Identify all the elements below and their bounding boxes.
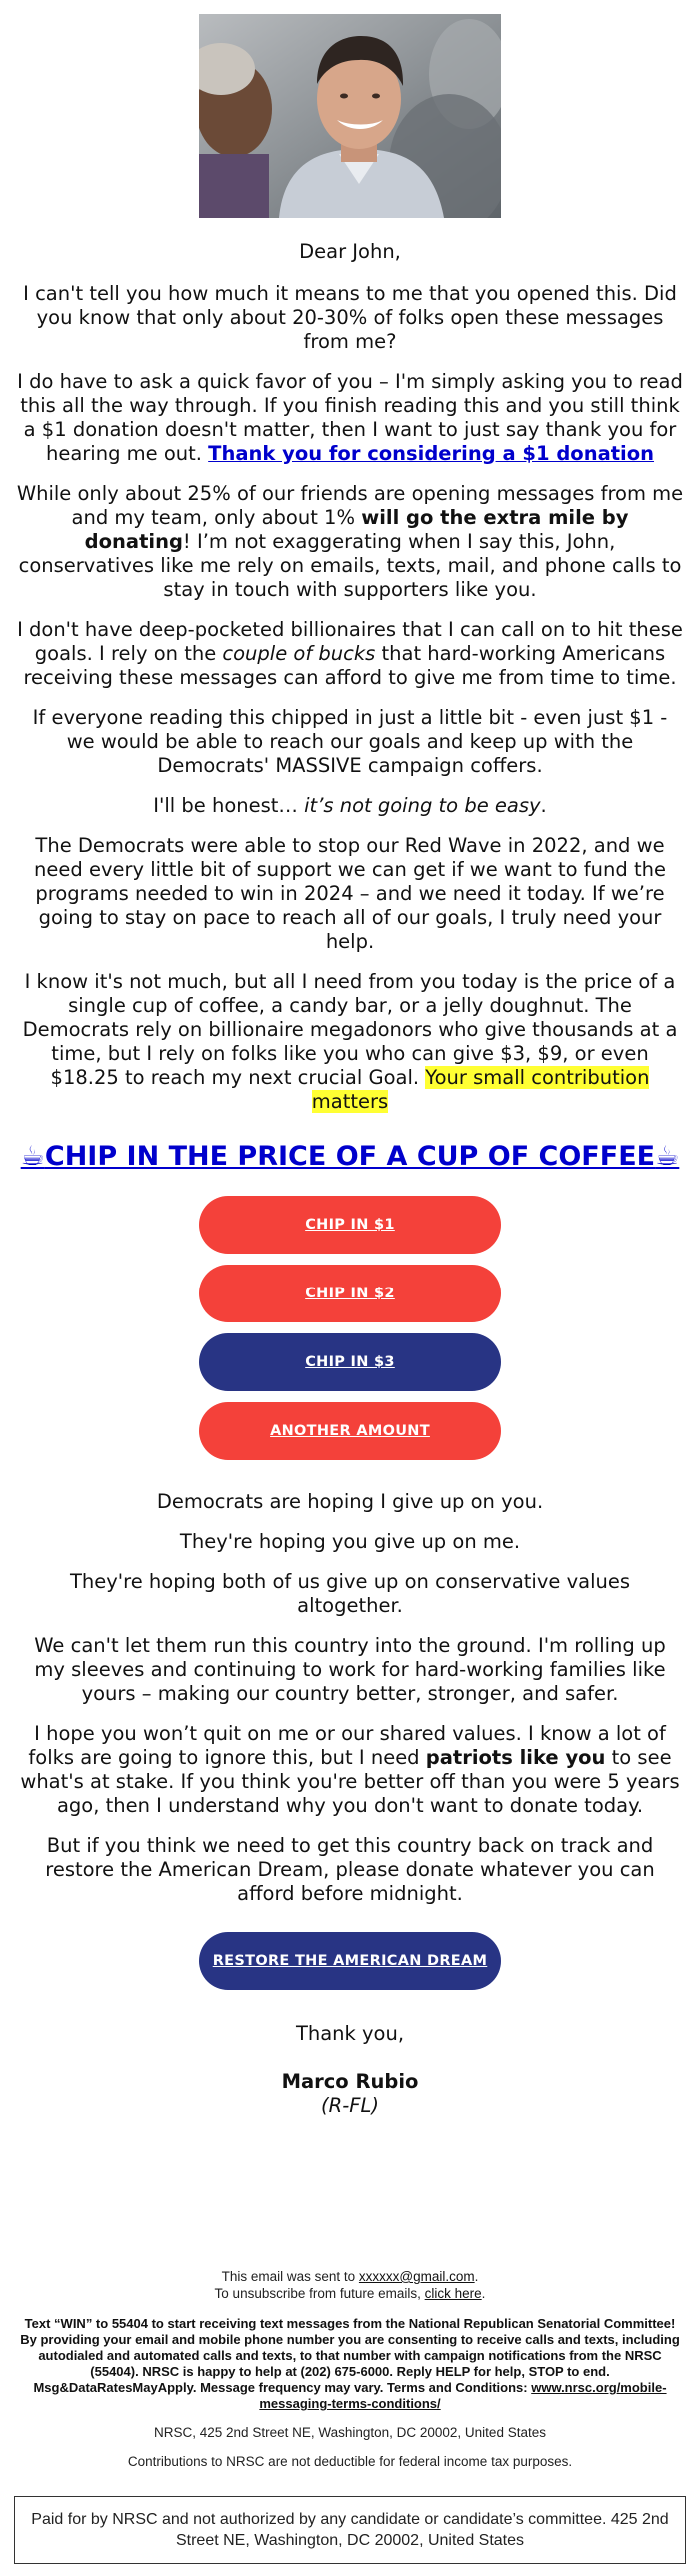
terms-link[interactable]: www.nrsc.org/mobile-messaging-terms-conditions/	[259, 2380, 667, 2411]
paragraph-billionaires: I don't have deep-pocketed billionaires that I can call on to hit these goals. I rely on the couple of bucks that hard-working Americans receiving these messages can afford to give me from time to time.	[17, 618, 683, 689]
recipient-email-link[interactable]: xxxxxx@gmail.com	[358, 2269, 475, 2284]
paid-for-box: Paid for by NRSC and not authorized by any candidate or candidate’s committee. 425 2nd Street NE, Washington, DC 20002, United States	[14, 2496, 686, 2564]
signoff	[0, 2022, 700, 2118]
paragraph-red-wave: The Democrats were able to stop our Red Wave in 2022, and we need every little bit of support we can get if we want to fund the programs needed to win in 2024 – and we need it today. If we’re going to stay on pace to reach all of our goals, I truly need your help.	[34, 834, 666, 953]
paragraph-extra-mile: While only about 25% of our friends are opening messages from me and my team, only about 1% will go the extra mile by donating! I’m not exaggerating when I say this, John, conservatives like me rely on emails, texts, mail, and phone calls to stay in touch with supporters like you.	[16, 482, 684, 601]
restore-american-dream-button[interactable]: RESTORE THE AMERICAN DREAM	[199, 1932, 501, 1990]
thanks-text: Thank you,	[295, 2022, 405, 2045]
footer-address: NRSC, 425 2nd Street NE, Washington, DC 20002, United States	[154, 2425, 546, 2440]
tax-disclaimer: Contributions to NRSC are not deductible for federal income tax purposes.	[127, 2454, 573, 2469]
signer-party: (R-FL)	[321, 2094, 379, 2117]
chip-in-1-button[interactable]: CHIP IN $1	[199, 1196, 501, 1254]
paragraph-give-up-you: Democrats are hoping I give up on you.	[156, 1490, 544, 1513]
another-amount-button[interactable]: ANOTHER AMOUNT	[199, 1402, 501, 1460]
paragraph-open-rate: I can't tell you how much it means to me that you opened this. Did you know that only about 20-30% of folks open these messages from me?	[23, 282, 677, 353]
unsubscribe-link[interactable]: click here	[424, 2286, 482, 2301]
cta-heading-link[interactable]: ☕CHIP IN THE PRICE OF A CUP OF COFFEE☕	[20, 1141, 680, 1172]
paragraph-coffee: I know it's not much, but all I need from you today is the price of a single cup of coffee, a candy bar, or a jelly doughnut. The Democrats rely on billionaire megadonors who give thousands at a time, but I rely on folks like you who can give $3, $9, or even $18.25 to reach my next crucial Goal. Your small contribution matters	[22, 970, 678, 1113]
email-body	[0, 240, 700, 1114]
paragraph-midnight: But if you think we need to get this country back on track and restore the American Dream, please donate whatever you can afford before midnight.	[45, 1834, 655, 1905]
coffee-cup-icon: ☕	[20, 1141, 45, 1172]
donation-link[interactable]: Thank you for considering a $1 donation	[208, 442, 655, 465]
paragraph-give-up-values: They're hoping both of us give up on conservative values altogether.	[69, 1570, 631, 1617]
email-footer	[0, 2268, 700, 2470]
restore-button-wrap	[0, 1932, 700, 1990]
coffee-cup-icon: ☕	[655, 1141, 680, 1172]
paragraph-rolling-up: We can't let them run this country into the ground. I'm rolling up my sleeves and continuing to work for hard-working families like yours – making our country better, stronger, and safer.	[34, 1634, 666, 1705]
sms-legal-text: Text “WIN” to 55404 to start receiving text messages from the National Republican Senatorial Committee! By providing your email and mobile phone number you are consenting to receive calls and texts, including autodialed and automated calls and texts, to that number with campaign notifications from the NRSC (55404). NRSC is happy to help at (202) 675-6000. Reply HELP for help, STOP to end. Msg&DataRatesMayApply. Message frequency may vary. Terms and Conditions: www.nrsc.org/mobile-messaging-terms-conditions/	[20, 2316, 680, 2411]
chip-in-2-button[interactable]: CHIP IN $2	[199, 1265, 501, 1322]
paragraph-give-up-me: They're hoping you give up on me.	[179, 1530, 521, 1553]
paragraph-favor: I do have to ask a quick favor of you – I'm simply asking you to read this all the way through. If you finish reading this and you still think a $1 donation doesn't matter, then I want to just say thank you for hearing me out. Thank you for considering a $1 donation	[17, 370, 683, 465]
paragraph-patriots: I hope you won’t quit on me or our shared values. I know a lot of folks are going to ignore this, but I need patriots like you to see what's at stake. If you think you're better off than you were 5 years ago, then I understand why you don't want to donate today.	[20, 1722, 680, 1817]
paragraph-chip-in: If everyone reading this chipped in just a little bit - even just $1 - we would be able to reach our goals and keep up with the Democrats' MASSIVE campaign coffers.	[32, 706, 668, 777]
unsubscribe-line: To unsubscribe from future emails, click here.	[214, 2286, 486, 2301]
highlighted-text: Your small contribution matters	[311, 1066, 650, 1113]
cta-heading	[0, 1140, 700, 1174]
donation-buttons	[0, 1196, 700, 1460]
sent-to-line: This email was sent to xxxxxx@gmail.com.	[221, 2269, 479, 2284]
email-page	[0, 14, 700, 2576]
hero-photo	[199, 14, 501, 218]
greeting: Dear John,	[299, 240, 401, 263]
email-body-continued	[0, 1490, 700, 1906]
signer-name: Marco Rubio	[281, 2070, 419, 2093]
chip-in-3-button[interactable]: CHIP IN $3	[199, 1333, 501, 1391]
paragraph-honest: I'll be honest… it’s not going to be easy.	[153, 794, 547, 817]
bottom-spacer	[0, 2564, 700, 2576]
